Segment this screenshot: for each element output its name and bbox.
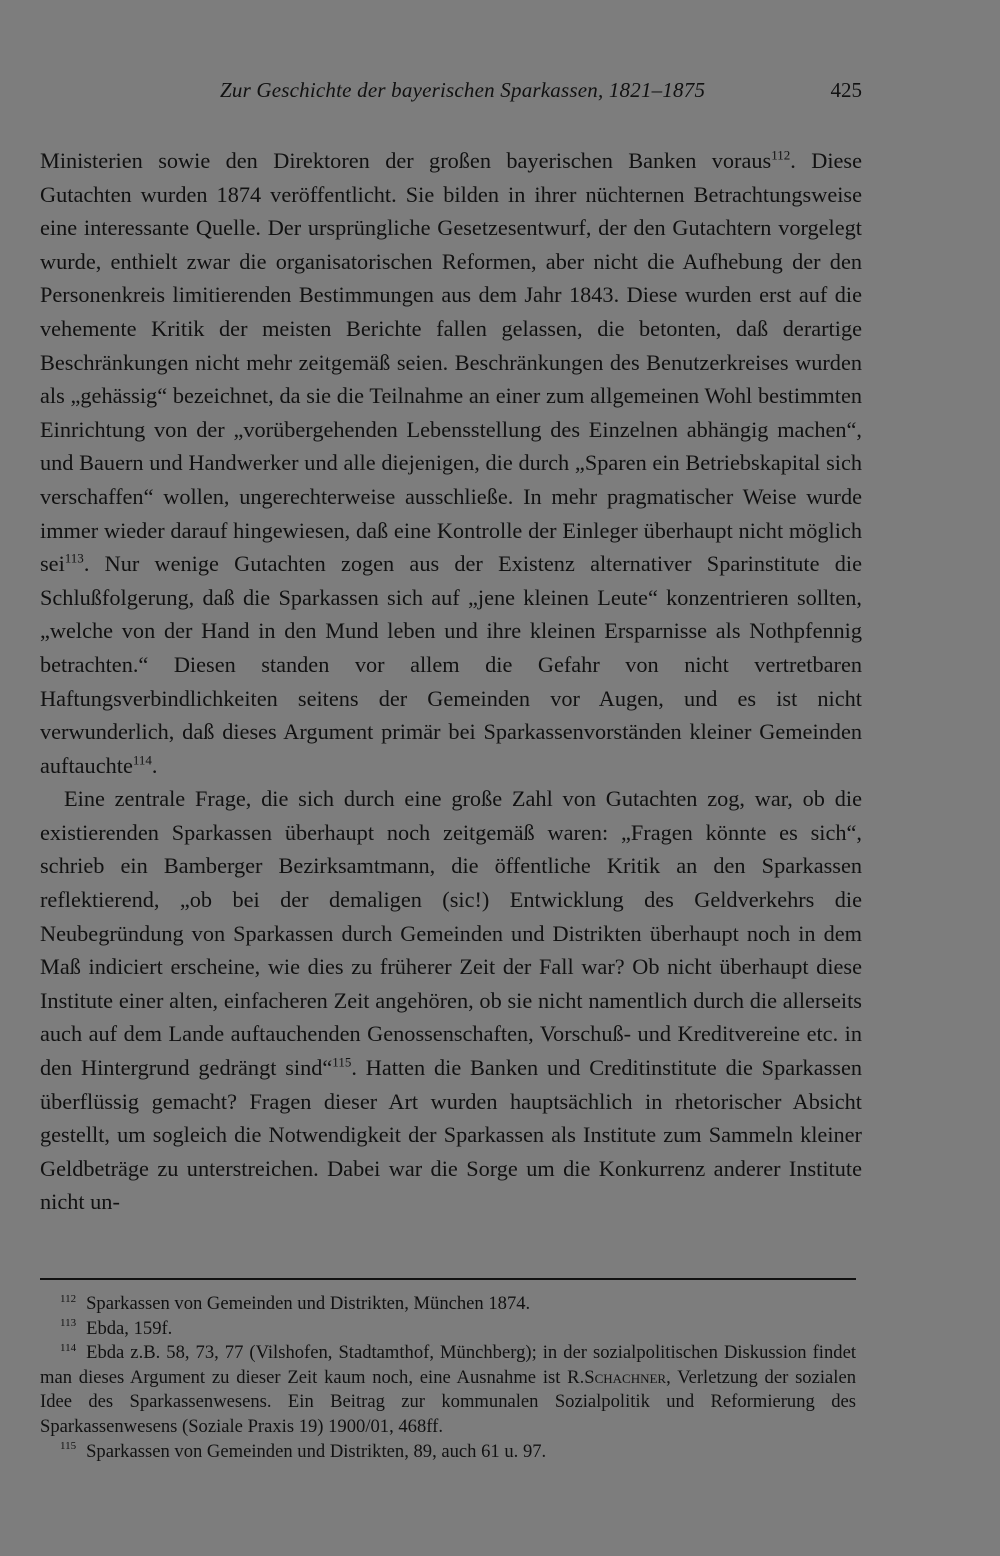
footnote-ref-114: 114 [132,752,152,768]
footnote-114 [40,1341,856,1439]
footnote-number: 114 [60,1342,77,1354]
page-number: 425 [830,78,862,102]
footnote-author: Schachner [584,1366,667,1388]
footnote-number: 113 [60,1317,77,1330]
footnotes [40,1292,856,1464]
footnote-113 [40,1317,856,1342]
footnote-text: Sparkassen von Gemeinden und Distrikten, München 1874. [86,1293,531,1314]
footnote-text: Sparkassen von Gemeinden und Distrikten, 89, auch 61 u. 97. [86,1440,547,1462]
footnote-number: 112 [60,1292,77,1305]
footnote-112 [40,1292,856,1317]
footnote-text: Ebda z.B. 58, 73, 77 (Vilshofen, Stadtamthof, Münchberg); in der sozialpolitischen Diskussion findet man dieses Argument zu dieser Zeit kaum noch, eine Ausnahme ist R. [40,1342,856,1388]
footnote-115 [40,1440,856,1465]
page-header [40,78,862,108]
paragraph-2 [40,782,862,1219]
footnote-ref-112: 112 [771,147,791,163]
paragraph-text: . [151,752,158,778]
paragraph-text: . Hatten die Banken und Creditinstitute die Sparkassen überflüssig gemacht? Fragen dieser Art wurden hauptsächlich in rhetorischer Absicht gestellt, um sogleich die Notwendigkeit der Sparkassen als Institute zum Sammeln kleiner Geldbeträge zu unterstreichen. Dabei war die Sorge um die Konkurrenz anderer Institute nicht un- [40,1055,862,1215]
running-head: Zur Geschichte der bayerischen Sparkassen, 1821–1875 [220,78,706,102]
footnote-ref-113: 113 [64,550,84,566]
footnote-divider [40,1278,856,1280]
paragraph-text: Ministerien sowie den Direktoren der großen bayerischen Banken voraus [40,148,772,173]
paragraph-text: Eine zentrale Frage, die sich durch eine große Zahl von Gutachten zog, war, ob die existierenden Sparkassen überhaupt noch zeitgemäß waren: „Fragen könnte es sich“, schrieb ein Bamberger Bezirksamtmann, die öffentliche Kritik an den Sparkassen reflektierend, „ob bei der demaligen (sic!) Entwicklung des Geldverkehrs die Neubegründung von Sparkassen durch Gemeinden und Distrikten überhaupt noch in dem Maß indiciert erscheine, wie dies zu früherer Zeit der Fall war? Ob nicht überhaupt diese Institute einer alten, einfacheren Zeit angehören, ob sie nicht namentlich durch die allerseits auch auf dem Lande auftauchenden Genossenschaften, Vorschuß- und Kreditvereine etc. in den Hintergrund gedrängt sind“ [40,786,862,1081]
footnote-text: Ebda, 159f. [86,1317,173,1339]
footnote-ref-115: 115 [332,1054,352,1070]
footnote-text: , Verletzung der sozialen Idee des Sparkassenwesens. Ein Beitrag zur kommunalen Sozialpolitik und Reformierung des Sparkassenwesens (Soziale Praxis 19) 1900/01, 468ff. [40,1366,856,1437]
paragraph-1 [40,144,862,782]
body-text [40,144,862,1219]
footnote-number: 115 [60,1440,77,1453]
paragraph-text: . Diese Gutachten wurden 1874 veröffentlicht. Sie bilden in ihrer nüchternen Betrachtungsweise eine interessante Quelle. Der ursprüngliche Gesetzesentwurf, der den Gutachtern vorgelegt wurde, enthielt zwar die organisatorischen Reformen, aber nicht die Aufhebung der den Personenkreis limitierenden Bestimmungen aus dem Jahr 1843. Diese wurden erst auf die vehemente Kritik der meisten Berichte fallen gelassen, die betonten, daß derartige Beschränkungen nicht mehr zeitgemäß seien. Beschränkungen des Benutzerkreises wurden als „gehässig“ bezeichnet, da sie die Teilnahme an einer zum allgemeinen Wohl bestimmten Einrichtung von der „vorübergehenden Lebensstellung des Einzelnen abhängig machen“, und Bauern und Handwerker und alle diejenigen, die durch „Sparen ein Betriebskapital sich verschaffen“ wollen, ungerechterweise ausschließe. In mehr pragmatischer Weise wurde immer wieder darauf hingewiesen, daß eine Kontrolle der Einleger überhaupt nicht möglich sei [40,148,862,577]
paragraph-text: . Nur wenige Gutachten zogen aus der Existenz alternativer Sparinstitute die Schlußfolgerung, daß die Sparkassen sich auf „jene kleinen Leute“ konzentrieren sollten, „welche von der Hand in den Mund leben und ihre kleinen Ersparnisse als Nothpfennig betrachten.“ Diesen standen vor allem die Gefahr von nicht vertretbaren Haftungsverbindlichkeiten seitens der Gemeinden vor Augen, und es ist nicht verwunderlich, daß dieses Argument primär bei Sparkassenvorständen kleiner Gemeinden auftauchte [40,551,862,778]
